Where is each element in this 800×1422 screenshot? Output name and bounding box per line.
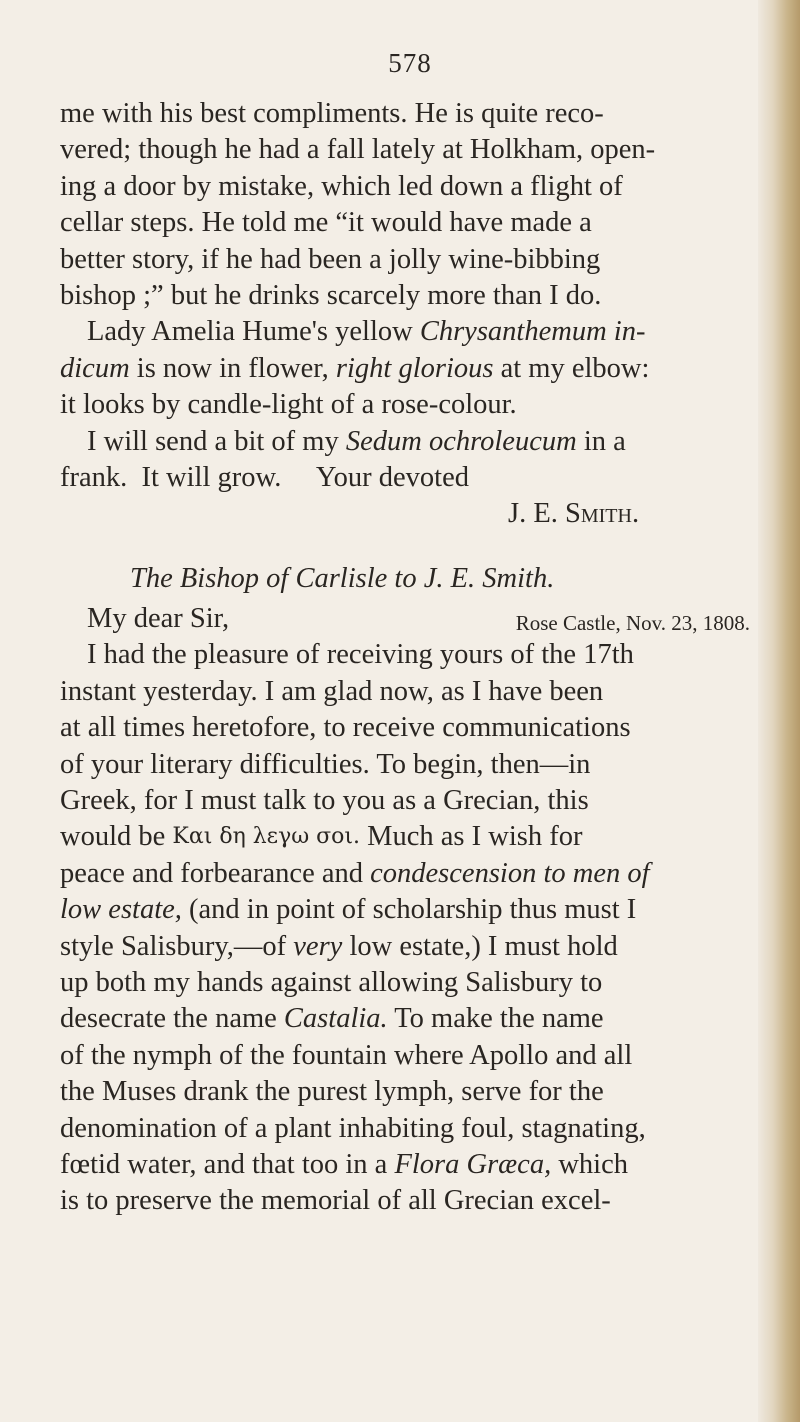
text-line: I will send a bit of my Sedum ochroleucum in a <box>87 425 626 457</box>
text-line: instant yesterday. I am glad now, as I have been <box>60 675 604 707</box>
text-line: fœtid water, and that too in a Flora Græca, which <box>60 1148 628 1180</box>
text-line: desecrate the name Castalia. To make the name <box>60 1003 604 1035</box>
text-line: at all times heretofore, to receive communications <box>60 712 631 744</box>
text-line: it looks by candle-light of a rose-colour. <box>60 389 517 421</box>
text-line: style Salisbury,—of very low estate,) I must hold <box>60 930 618 962</box>
page-number: 578 <box>388 48 432 78</box>
text-line: denomination of a plant inhabiting foul, stagnating, <box>60 1112 646 1144</box>
text-line: up both my hands against allowing Salisbury to <box>60 966 603 998</box>
page-text <box>60 96 750 1220</box>
greek-phrase: Και δη λεγω σοι. <box>172 824 361 850</box>
text-line: frank. It will grow. Your devoted <box>60 461 469 493</box>
text-line: would be Και δη λεγω σοι. Much as I wish for <box>60 819 750 855</box>
dateline: Rose Castle, Nov. 23, 1808. <box>515 611 750 636</box>
text-line: cellar steps. He told me “it would have made a <box>60 207 592 239</box>
text-line: of the nymph of the fountain where Apollo and all <box>60 1039 633 1071</box>
text-line: ing a door by mistake, which led down a flight of <box>60 170 623 202</box>
text-line: of your literary difficulties. To begin, then—in <box>60 748 591 780</box>
text-line: bishop ;” but he drinks scarcely more than I do. <box>60 279 602 311</box>
text-line: is to preserve the memorial of all Grecian excel- <box>60 1185 611 1217</box>
signature: J. E. Smith. <box>508 498 640 530</box>
page-edge-shadow <box>758 0 800 1422</box>
text-line: vered; though he had a fall lately at Holkham, open- <box>60 134 656 166</box>
text-line: dicum is now in flower, right glorious at my elbow: <box>60 352 650 384</box>
text-line: peace and forbearance and condescension to men of <box>60 857 650 889</box>
text-line: low estate, (and in point of scholarship thus must I <box>60 894 637 926</box>
text-line: Greek, for I must talk to you as a Grecian, this <box>60 785 589 817</box>
text-line: me with his best compliments. He is quite reco- <box>60 98 604 129</box>
text-line: Lady Amelia Hume's yellow Chrysanthemum in- <box>87 316 646 348</box>
text-line: the Muses drank the purest lymph, serve for the <box>60 1076 604 1108</box>
text-line: I had the pleasure of receiving yours of the 17th <box>87 639 634 671</box>
text-line: better story, if he had been a jolly wine-bibbing <box>60 243 601 275</box>
letter-heading: The Bishop of Carlisle to J. E. Smith. <box>130 562 555 594</box>
salutation: My dear Sir, <box>87 603 230 635</box>
salutation-line <box>60 601 750 637</box>
